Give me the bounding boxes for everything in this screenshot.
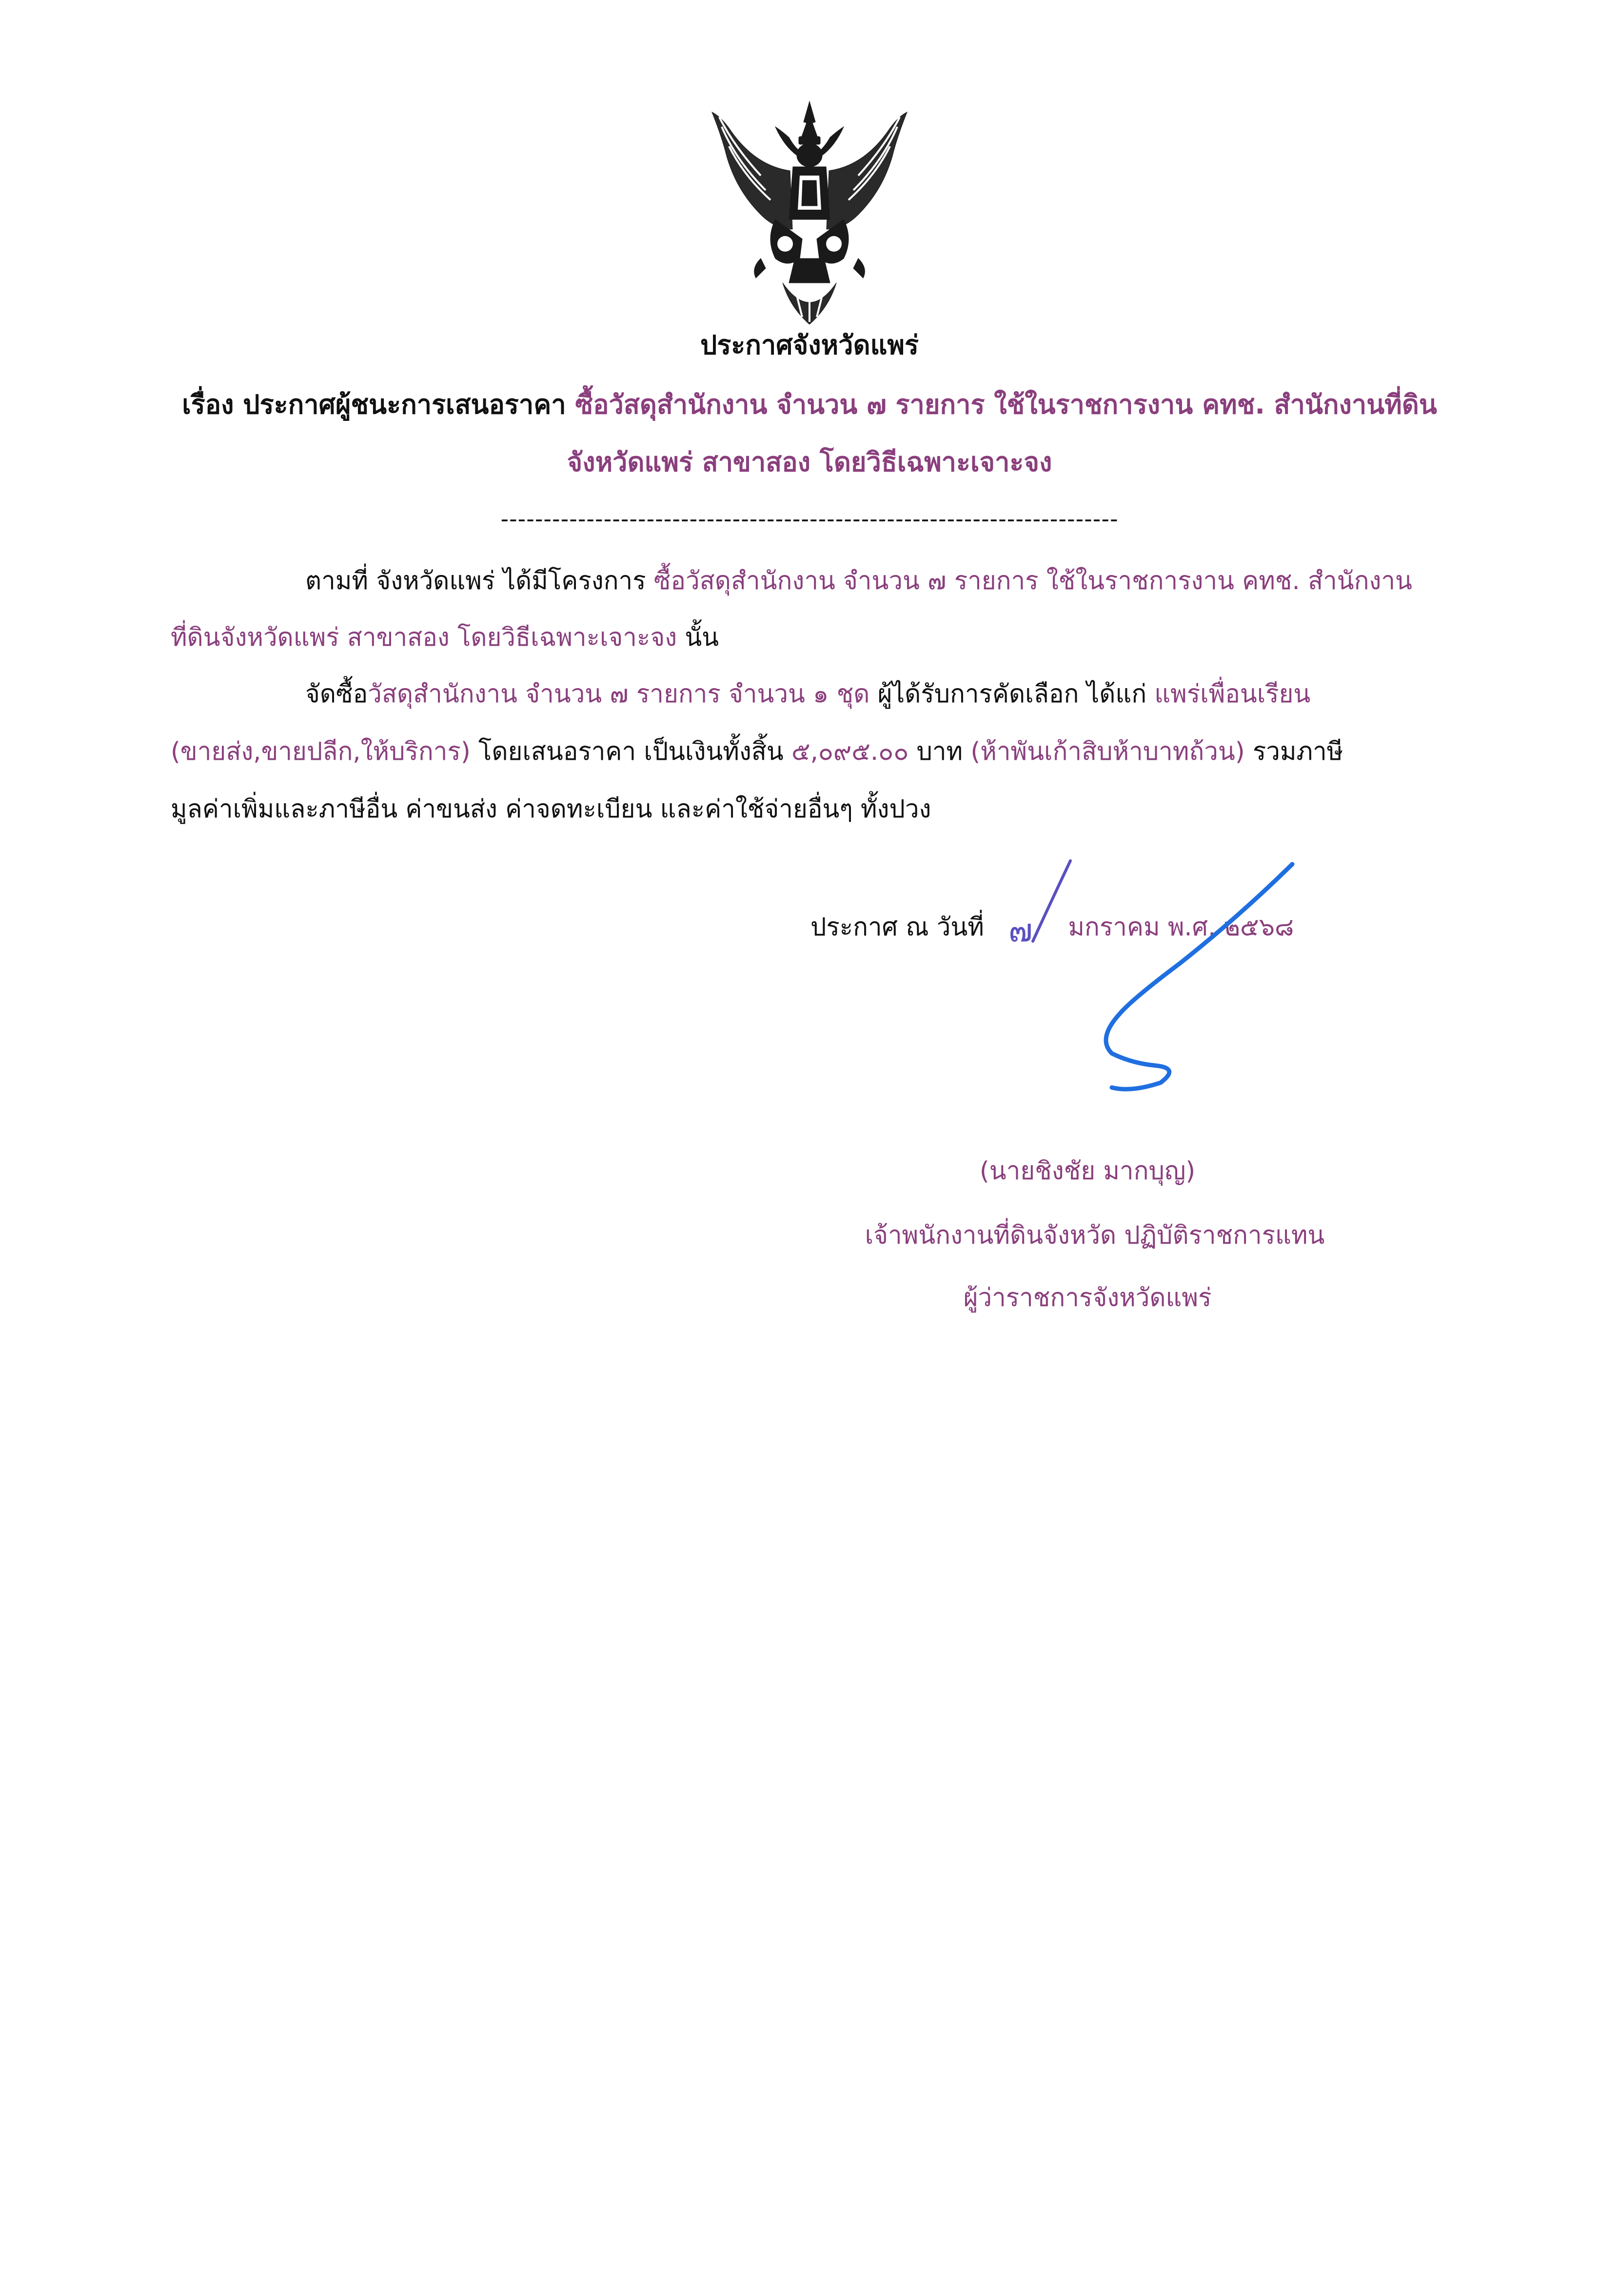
paragraph-1-line-1 xyxy=(305,562,1412,601)
signatory-position-1: เจ้าพนักงานที่ดินจังหวัด ปฏิบัติราชการแทน xyxy=(865,1221,1325,1250)
p2-item: วัสดุสำนักงาน จำนวน ๗ รายการ จำนวน ๑ ชุด xyxy=(368,680,870,709)
subject-line-2 xyxy=(0,443,1619,482)
paragraph-2-line-1 xyxy=(305,675,1310,714)
p2-vendor-type: (ขายส่ง,ขายปลีก,ให้บริการ) xyxy=(171,737,471,766)
subject-label: เรื่อง ประกาศผู้ชนะการเสนอราคา xyxy=(182,389,575,420)
paragraph-1-line-2 xyxy=(171,618,719,657)
announcement-date xyxy=(810,908,1294,947)
p1-prefix: ตามที่ จังหวัดแพร่ ได้มีโครงการ xyxy=(305,567,654,595)
handwritten-day: ๗ xyxy=(1008,911,1033,949)
subject-line-1 xyxy=(0,385,1619,424)
p1-project-cont: ที่ดินจังหวัดแพร่ สาขาสอง โดยวิธีเฉพาะเจาะจง xyxy=(171,623,677,652)
subject-highlight-1: ซื้อวัสดุสำนักงาน จำนวน ๗ รายการ ใช้ในราชการงาน คทช. สำนักงานที่ดิน xyxy=(575,389,1437,420)
signatory-name: (นายชิงชัย มากบุญ) xyxy=(979,1157,1196,1186)
p2-mid: ผู้ได้รับการคัดเลือก ได้แก่ xyxy=(869,680,1155,709)
p2-currency: บาท xyxy=(908,737,971,766)
date-month-year: มกราคม พ.ศ. ๒๕๖๘ xyxy=(1068,913,1294,942)
signatory-position-2: ผู้ว่าราชการจังหวัดแพร่ xyxy=(963,1284,1212,1312)
p2-price: ๕,๐๙๕.๐๐ xyxy=(791,737,909,766)
announcement-title xyxy=(0,326,1619,365)
subject-highlight-2: จังหวัดแพร่ สาขาสอง โดยวิธีเฉพาะเจาะจง xyxy=(567,447,1052,477)
p2-vendor: แพร่เพื่อนเรียน xyxy=(1154,680,1311,709)
garuda-emblem-icon xyxy=(702,98,917,327)
p2-price-label: โดยเสนอราคา เป็นเงินทั้งสิ้น xyxy=(470,737,791,766)
p2-tax-1: รวมภาษี xyxy=(1244,737,1343,766)
paragraph-2-line-2 xyxy=(171,732,1343,772)
p2-tax-2: มูลค่าเพิ่มและภาษีอื่น ค่าขนส่ง ค่าจดทะเบียน และค่าใช้จ่ายอื่นๆ ทั้งปวง xyxy=(171,795,931,824)
dashed-divider: ------------------------------------------------------------------------ xyxy=(500,506,1119,532)
date-label: ประกาศ ณ วันที่ xyxy=(810,913,984,942)
paragraph-2-line-3 xyxy=(171,790,931,829)
p1-suffix: นั้น xyxy=(677,623,719,652)
signature-scribble xyxy=(1106,864,1292,1089)
p2-price-words: (ห้าพันเก้าสิบห้าบาทถ้วน) xyxy=(970,737,1245,766)
p1-project: ซื้อวัสดุสำนักงาน จำนวน ๗ รายการ ใช้ในราชการงาน คทช. สำนักงาน xyxy=(653,567,1412,595)
p2-prefix: จัดซื้อ xyxy=(305,680,368,709)
title-text: ประกาศจังหวัดแพร่ xyxy=(700,330,919,360)
